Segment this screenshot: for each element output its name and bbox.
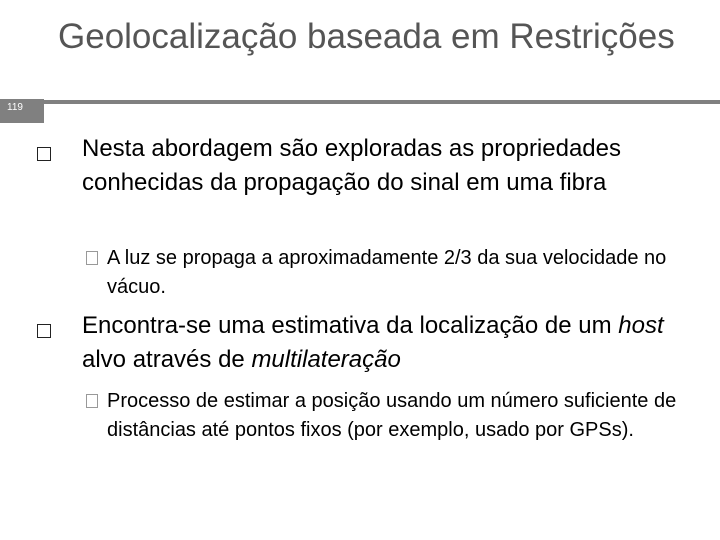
- square-bullet-icon: [86, 394, 98, 408]
- square-bullet-icon: [37, 147, 51, 161]
- sub-bullet-text: A luz se propaga a aproximadamente 2/3 da sua velocidade no vácuo.: [107, 247, 667, 298]
- bullet-text: Nesta abordagem são exploradas as propriedades conhecidas da propagação do sinal em uma fibra: [82, 135, 622, 196]
- bullet-item: [82, 309, 692, 377]
- bullet-text-emphasis: host: [618, 312, 664, 339]
- bullet-item: [82, 132, 692, 200]
- sub-bullet-item: [107, 387, 697, 445]
- page-number: 119: [7, 102, 23, 113]
- slide-title: Geolocalização baseada em Restrições: [58, 17, 675, 56]
- bullet-text-part: Encontra-se uma estimativa da localização de um: [82, 312, 619, 339]
- sub-bullet-item: [107, 244, 697, 302]
- title-divider: [44, 100, 720, 104]
- sub-bullet-text: Processo de estimar a posição usando um número suficiente de distâncias até pontos fixos (por exemplo, usado por GPSs).: [107, 390, 677, 441]
- bullet-text-emphasis: multilateração: [251, 346, 401, 373]
- square-bullet-icon: [37, 324, 51, 338]
- bullet-text-part: alvo através de: [82, 346, 252, 373]
- square-bullet-icon: [86, 251, 98, 265]
